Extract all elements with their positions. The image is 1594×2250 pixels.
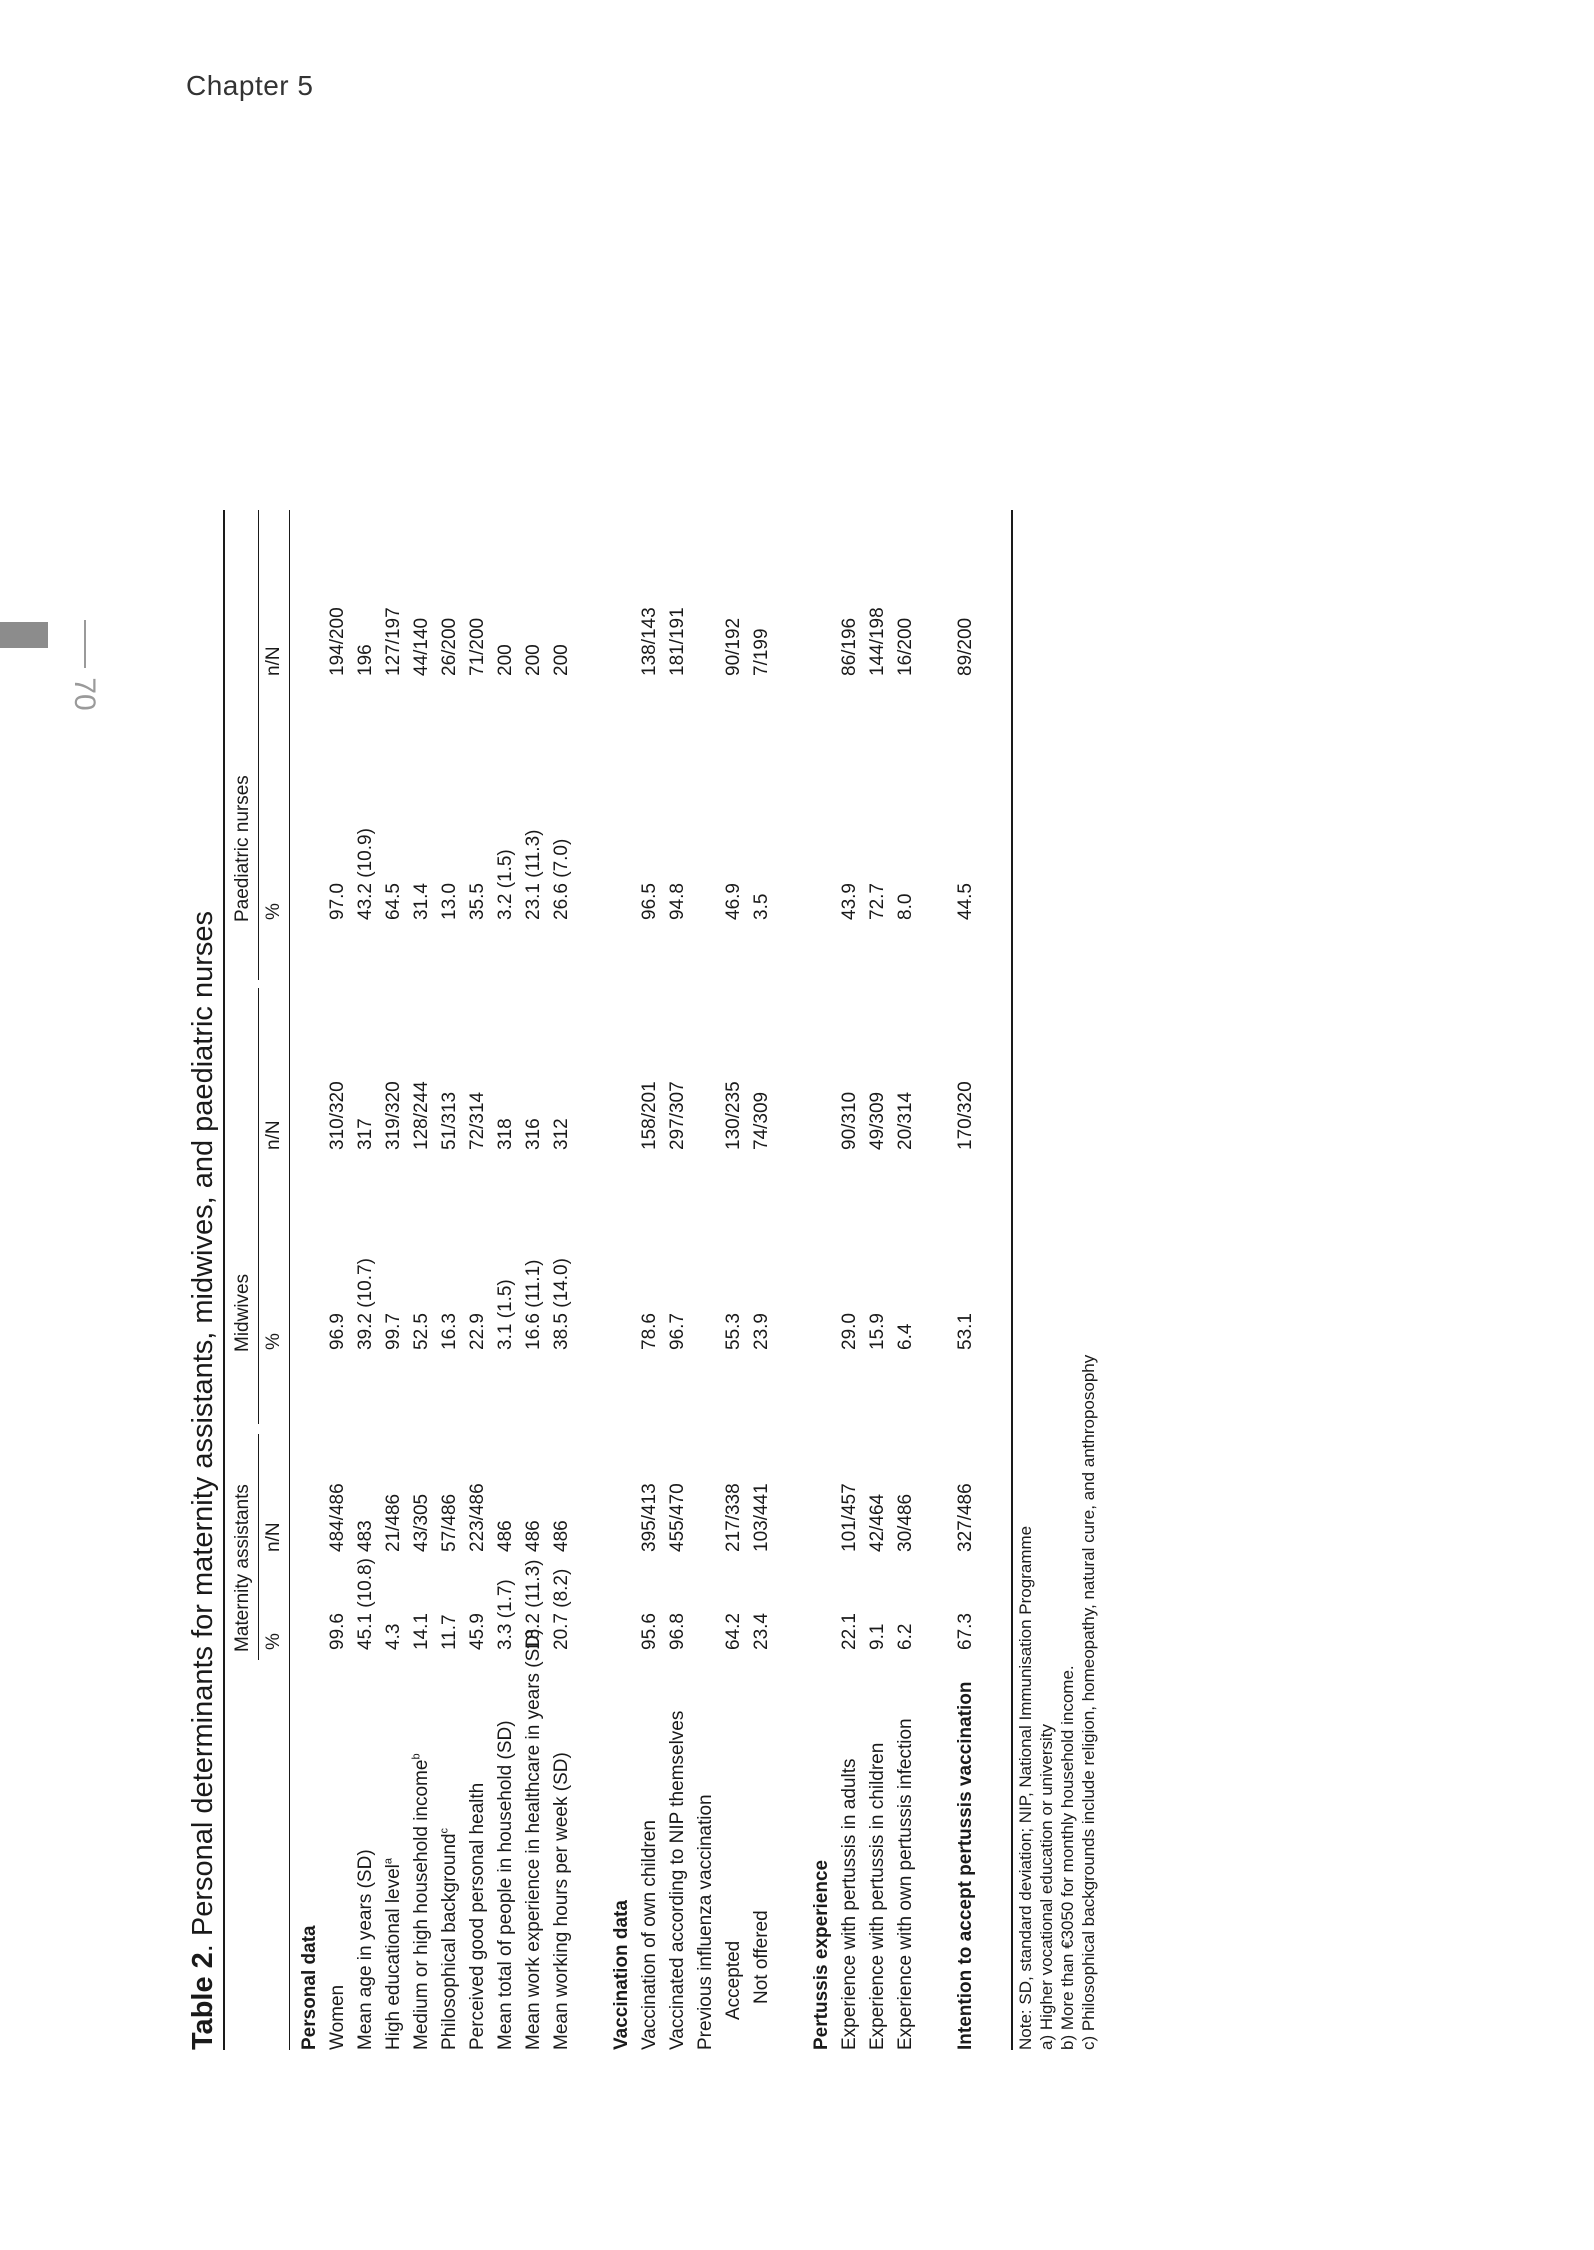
table-cell: 57/486	[439, 1493, 460, 1552]
row-label	[496, 1720, 516, 2050]
table-cell: 52.5	[411, 1313, 432, 1350]
table-cell: 312	[551, 1118, 572, 1150]
rule-group-maternity	[258, 1434, 259, 1660]
rule-top	[223, 510, 225, 2050]
table-cell: 20/314	[895, 1091, 916, 1150]
table-cell: 45.1 (10.8)	[355, 1558, 376, 1650]
table-cell: 3.2 (1.5)	[495, 849, 516, 920]
section-heading: Vaccination data	[611, 1900, 632, 2050]
rule-group-midwives	[258, 988, 259, 1424]
table-cell: 26/200	[439, 617, 460, 676]
note-line: b) More than €3050 for monthly household income.	[1058, 1665, 1077, 2050]
table-cell: 483	[355, 1520, 376, 1552]
table-cell: 16.6 (11.1)	[523, 1259, 544, 1350]
table-cell: 97.0	[327, 883, 348, 920]
row-label	[696, 1794, 716, 2050]
table-cell: 15.9	[867, 1313, 888, 1350]
row-label-text: Medium or high household income	[411, 1759, 432, 2050]
table-cell: 18.2 (11.3)	[523, 1559, 544, 1650]
table-cell: 455/470	[667, 1483, 688, 1552]
table-cell: 64.2	[723, 1613, 744, 1650]
table-notes	[1015, 1355, 1099, 2050]
table-cell: 217/338	[723, 1483, 744, 1552]
table-cell: 96.8	[667, 1613, 688, 1650]
table-cell: 3.5	[751, 893, 772, 920]
table-cell: 21/486	[383, 1493, 404, 1552]
table-cell: 43.2 (10.9)	[355, 828, 376, 920]
table-cell: 72/314	[467, 1091, 488, 1150]
table-cell: 35.5	[467, 883, 488, 920]
table-cell: 319/320	[383, 1081, 404, 1150]
row-label	[640, 1820, 660, 2050]
row-label	[868, 1743, 888, 2050]
table-cell: 95.6	[639, 1613, 660, 1650]
table-cell: 297/307	[667, 1081, 688, 1150]
table-cell: 96.5	[639, 883, 660, 920]
page-marker-tick	[84, 620, 86, 668]
table-cell: 101/457	[839, 1483, 860, 1552]
row-label-text: Vaccination of own children	[639, 1820, 660, 2050]
col-header-pct: %	[263, 1633, 284, 1650]
rule-group-paediatric	[258, 510, 259, 980]
row-label-text: Mean working hours per week (SD)	[551, 1752, 572, 2050]
row-label-text: Women	[327, 1984, 348, 2050]
row-label	[468, 1783, 488, 2050]
table-cell: 49/309	[867, 1091, 888, 1150]
table-cell: 4.3	[383, 1623, 404, 1650]
row-label	[668, 1711, 688, 2050]
row-label-text: Experience with own pertussis infection	[895, 1718, 916, 2050]
table-cell: 6.2	[895, 1623, 916, 1650]
table-cell: 9.1	[867, 1623, 888, 1650]
table-cell: 7/199	[751, 628, 772, 676]
table-title-text: . Personal determinants for maternity assistants, midwives, and paediatric nurses	[187, 910, 219, 1953]
table-cell: 22.1	[839, 1613, 860, 1650]
note-line: Note: SD, standard deviation; NIP, National Immunisation Programme	[1016, 1525, 1035, 2050]
note-line: c) Philosophical backgrounds include religion, homeopathy, natural cure, and anthroposophy	[1079, 1354, 1098, 2050]
row-label	[752, 1910, 772, 2050]
table-cell: 20.7 (8.2)	[551, 1568, 572, 1650]
table-cell: 3.3 (1.7)	[495, 1579, 516, 1650]
row-label	[524, 1629, 544, 2050]
intention-cell: 53.1	[955, 1313, 976, 1350]
row-label-text: Experience with pertussis in children	[867, 1742, 888, 2050]
col-header-pct: %	[263, 1333, 284, 1350]
rule-header	[289, 510, 290, 2050]
intention-cell: 44.5	[955, 883, 976, 920]
table-cell: 6.4	[895, 1323, 916, 1350]
table-cell: 3.1 (1.5)	[495, 1279, 516, 1350]
row-label	[356, 1849, 376, 2050]
table-cell: 46.9	[723, 883, 744, 920]
rule-bottom	[1011, 510, 1013, 2050]
table-cell: 8.0	[895, 893, 916, 920]
table-cell: 16/200	[895, 617, 916, 676]
table-cell: 44/140	[411, 617, 432, 676]
table-cell: 31.4	[411, 883, 432, 920]
table-cell: 96.7	[667, 1313, 688, 1350]
group-header-midwives: Midwives	[232, 1273, 253, 1352]
intention-cell: 170/320	[955, 1081, 976, 1150]
row-label	[896, 1718, 916, 2050]
table-cell: 486	[551, 1520, 572, 1552]
row-label-text: Perceived good personal health	[467, 1782, 488, 2050]
col-header-n: n/N	[263, 1120, 284, 1150]
table-cell: 318	[495, 1118, 516, 1150]
table-cell: 96.9	[327, 1313, 348, 1350]
table-cell: 103/441	[751, 1483, 772, 1552]
table-cell: 64.5	[383, 883, 404, 920]
table-cell: 74/309	[751, 1091, 772, 1150]
table-cell: 78.6	[639, 1313, 660, 1350]
row-label-text: Mean work experience in healthcare in years (SD)	[523, 1628, 544, 2050]
group-header-paediatric: Paediatric nurses	[232, 775, 253, 922]
table-cell: 23.4	[751, 1613, 772, 1650]
table-cell: 94.8	[667, 883, 688, 920]
row-label-text: Vaccinated according to NIP themselves	[667, 1710, 688, 2050]
table-cell: 395/413	[639, 1483, 660, 1552]
footnote-marker: b	[410, 1753, 423, 1760]
table-cell: 38.5 (14.0)	[551, 1258, 572, 1350]
table-cell: 99.6	[327, 1613, 348, 1650]
table-cell: 39.2 (10.7)	[355, 1258, 376, 1350]
table-cell: 158/201	[639, 1081, 660, 1150]
table-cell: 127/197	[383, 607, 404, 676]
table-cell: 138/143	[639, 607, 660, 676]
table-cell: 200	[495, 644, 516, 676]
table-cell: 26.6 (7.0)	[551, 838, 572, 920]
row-label-text: Mean total of people in household (SD)	[495, 1720, 516, 2050]
row-label	[724, 1941, 744, 2050]
table-cell: 99.7	[383, 1313, 404, 1350]
row-label-text: Not offered	[751, 1910, 772, 2004]
page-marker-bar	[0, 622, 48, 648]
table-cell: 310/320	[327, 1081, 348, 1150]
table-cell: 128/244	[411, 1081, 432, 1150]
table-cell: 144/198	[867, 607, 888, 676]
table-cell: 45.9	[467, 1613, 488, 1650]
table-cell: 181/191	[667, 607, 688, 676]
table-cell: 90/192	[723, 617, 744, 676]
table-cell: 51/313	[439, 1091, 460, 1150]
footnote-marker: a	[382, 1857, 395, 1865]
table-cell: 90/310	[839, 1091, 860, 1150]
table-cell: 486	[523, 1520, 544, 1552]
table-cell: 14.1	[411, 1613, 432, 1650]
table-cell: 317	[355, 1118, 376, 1150]
section-heading: Pertussis experience	[811, 1859, 832, 2050]
table-cell: 86/196	[839, 617, 860, 676]
table-cell: 23.9	[751, 1313, 772, 1350]
page-number: 70	[68, 677, 101, 711]
table-cell: 486	[495, 1520, 516, 1552]
row-label-text: High educational level	[383, 1864, 404, 2050]
table-cell: 200	[551, 644, 572, 676]
table-cell: 22.9	[467, 1313, 488, 1350]
table-cell: 130/235	[723, 1081, 744, 1150]
intention-cell: 67.3	[955, 1613, 976, 1650]
row-label-text: Mean age in years (SD)	[355, 1849, 376, 2050]
table-cell: 196	[355, 644, 376, 676]
group-header-maternity: Maternity assistants	[232, 1484, 253, 1652]
rotated-table	[185, 250, 1115, 2050]
table-cell: 200	[523, 644, 544, 676]
note-line: a) Higher vocational education or university	[1037, 1723, 1056, 2050]
table-cell: 316	[523, 1118, 544, 1150]
table-cell: 223/486	[467, 1483, 488, 1552]
table-title	[185, 911, 221, 2050]
col-header-pct: %	[263, 903, 284, 920]
table-cell: 42/464	[867, 1493, 888, 1552]
table-cell: 13.0	[439, 883, 460, 920]
table-cell: 16.3	[439, 1313, 460, 1350]
intention-cell: 327/486	[955, 1483, 976, 1552]
col-header-n: n/N	[263, 646, 284, 676]
table-cell: 11.7	[439, 1614, 460, 1650]
table-cell: 43/305	[411, 1493, 432, 1552]
table-cell: 194/200	[327, 607, 348, 676]
table-cell: 23.1 (11.3)	[523, 829, 544, 920]
row-label	[412, 1753, 432, 2050]
table-cell: 29.0	[839, 1313, 860, 1350]
row-label	[328, 1985, 348, 2050]
chapter-header: Chapter 5	[186, 70, 314, 101]
col-header-n: n/N	[263, 1522, 284, 1552]
row-label	[440, 1828, 460, 2050]
row-label-text: Previous influenza vaccination	[695, 1794, 716, 2050]
row-label-text: Experience with pertussis in adults	[839, 1758, 860, 2050]
row-label-text: Philosophical background	[439, 1833, 460, 2050]
table-title-label: Table 2	[187, 1952, 219, 2050]
intention-cell: 89/200	[955, 617, 976, 676]
table-cell: 72.7	[867, 883, 888, 920]
table-cell: 43.9	[839, 883, 860, 920]
table-cell: 484/486	[327, 1483, 348, 1552]
row-label	[384, 1858, 404, 2050]
footnote-marker: c	[438, 1827, 451, 1834]
table-cell: 30/486	[895, 1493, 916, 1552]
row-label	[552, 1752, 572, 2050]
row-label-text: Accepted	[723, 1940, 744, 2020]
table-cell: 71/200	[467, 617, 488, 676]
intention-label: Intention to accept pertussis vaccination	[955, 1681, 976, 2050]
table-cell: 55.3	[723, 1313, 744, 1350]
section-heading: Personal data	[299, 1925, 320, 2050]
row-label	[840, 1759, 860, 2050]
